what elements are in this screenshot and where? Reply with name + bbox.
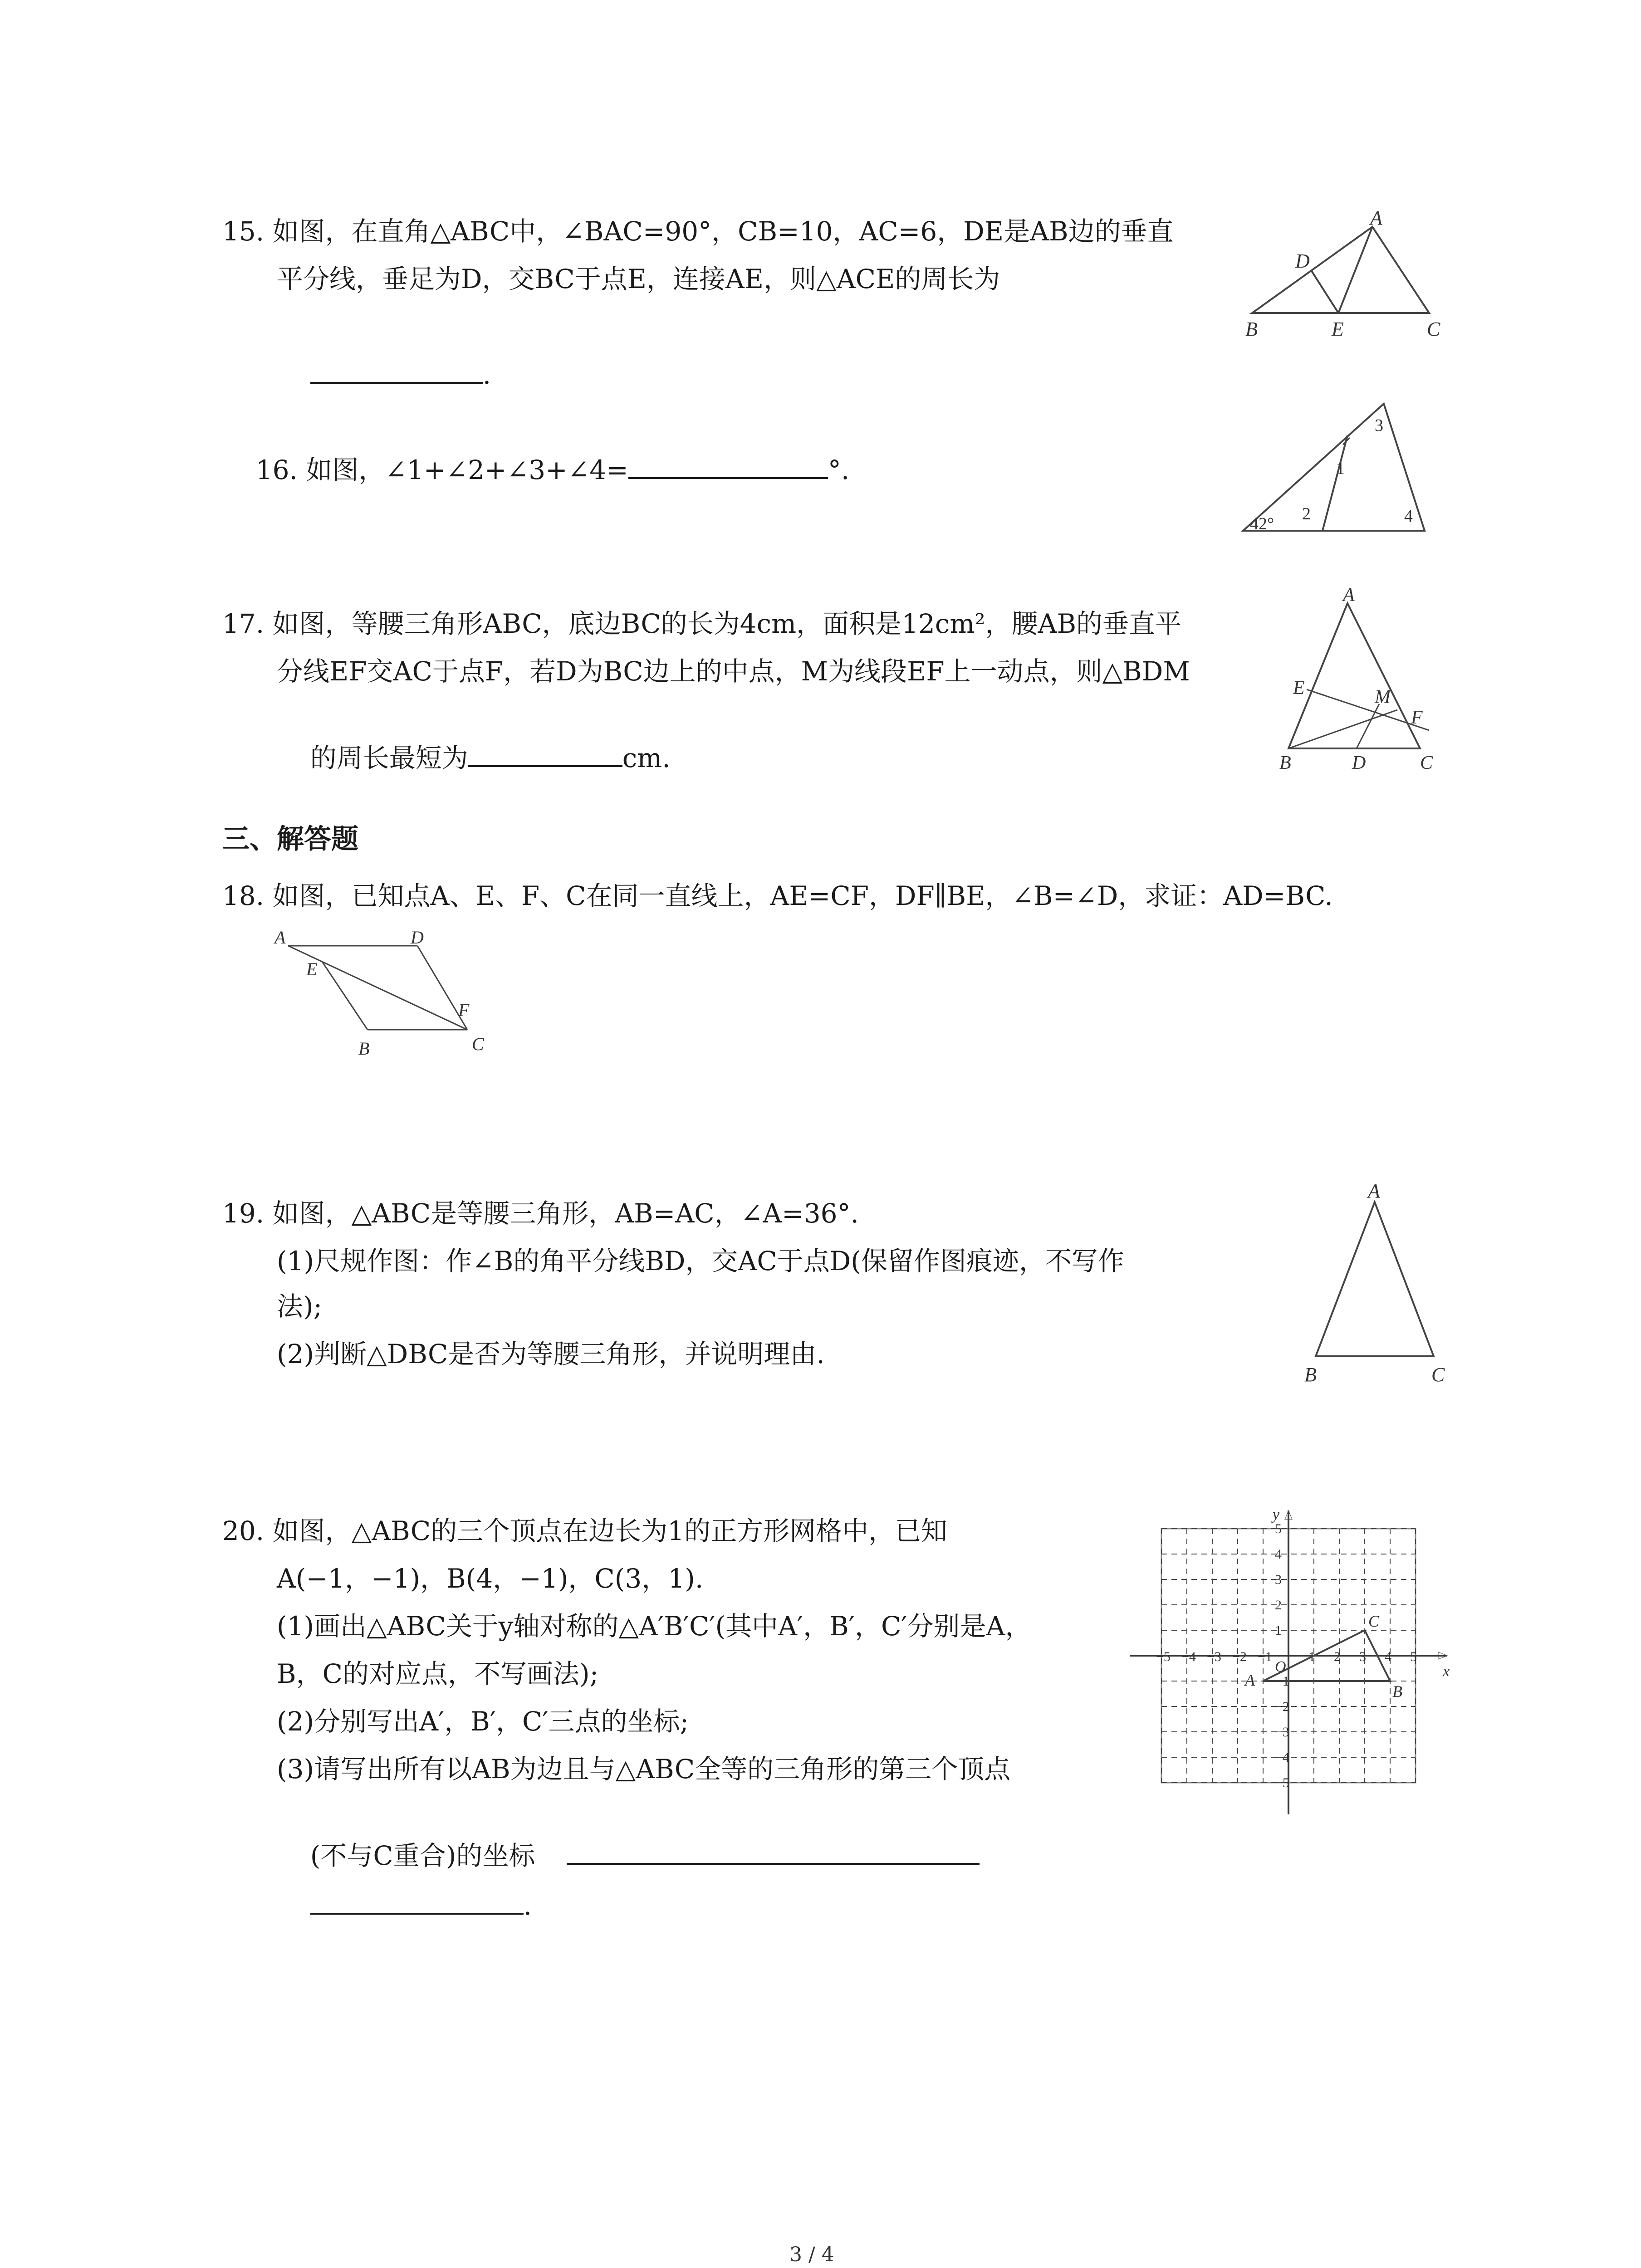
q19-line-2: (1)尺规作图：作∠B的角平分线BD，交AC于点D(保留作图痕迹，不写作	[277, 1246, 1124, 1276]
q17-label-a: A	[1343, 585, 1355, 606]
q16-angle-1: 1	[1336, 459, 1345, 478]
q20-answer-blank-1[interactable]	[567, 1835, 980, 1865]
q20-period: .	[523, 1890, 532, 1921]
q15-figure	[1234, 204, 1443, 340]
page-number: 3 / 4	[789, 2243, 834, 2266]
q20-answer-blank-2[interactable]	[310, 1885, 524, 1915]
x-tick-label: 4	[1385, 1649, 1391, 1664]
y-tick-label: 2	[1275, 1598, 1282, 1613]
q17-line-1: 17. 如图，等腰三角形ABC，底边BC的长为4cm，面积是12cm²，腰AB的垂直平	[222, 608, 1182, 639]
q15-period: .	[482, 359, 491, 390]
q16-line	[222, 413, 849, 524]
q18-figure	[272, 925, 508, 1066]
q17-line-2: 分线EF交AC于点F，若D为BC边上的中点，M为线段EF上一动点，则△BDM	[277, 656, 1190, 687]
q20-label-b: B	[1392, 1682, 1402, 1701]
x-tick-label: 2	[1334, 1649, 1341, 1664]
q16-figure	[1234, 399, 1443, 540]
y-tick-label: 4	[1275, 1547, 1282, 1562]
q20-line-1: 20. 如图，△ABC的三个顶点在边长为1的正方形网格中，已知	[222, 1515, 948, 1546]
q19-line-4: (2)判断△DBC是否为等腰三角形，并说明理由.	[277, 1339, 825, 1369]
q16-angle-4: 4	[1404, 507, 1413, 526]
q19-label-c: C	[1431, 1364, 1445, 1386]
origin-label: O	[1275, 1658, 1286, 1675]
y-tick-label: −1	[1275, 1674, 1289, 1689]
x-tick-label: −1	[1258, 1649, 1272, 1664]
q16-angle-2: 2	[1302, 504, 1311, 523]
x-tick-label: −3	[1207, 1649, 1221, 1664]
x-tick-label: 3	[1359, 1649, 1366, 1664]
q18-label-c: C	[472, 1034, 484, 1054]
q16-angle-3: 3	[1375, 416, 1383, 435]
q19-line-3: 法);	[277, 1291, 323, 1322]
q18-label-f: F	[458, 1000, 470, 1020]
x-tick-label: −2	[1232, 1649, 1247, 1664]
q18-label-b: B	[358, 1038, 370, 1059]
q20-label-a: A	[1245, 1671, 1255, 1689]
q19-label-a: A	[1368, 1180, 1380, 1202]
q15-line-2: 平分线，垂足为D，交BC于点E，连接AE，则△ACE的周长为	[277, 264, 1000, 294]
q18-label-a: A	[274, 927, 286, 948]
q17-label-b: B	[1279, 753, 1291, 773]
y-tick-label: 5	[1275, 1521, 1282, 1536]
section-3-heading: 三、解答题	[222, 823, 358, 855]
q17-label-c: C	[1420, 753, 1433, 773]
q16-text: 16. 如图，∠1+∠2+∠3+∠4=	[255, 455, 628, 485]
y-axis-label: y	[1273, 1506, 1280, 1523]
q19-line-1: 19. 如图，△ABC是等腰三角形，AB=AC，∠A=36°.	[222, 1198, 859, 1229]
q18-line: 18. 如图，已知点A、E、F、C在同一直线上，AE=CF，DF∥BE，∠B=∠D，求证：AD=BC.	[222, 880, 1333, 911]
q20-coordinate-grid	[1125, 1501, 1452, 1828]
q17-label-f: F	[1411, 707, 1423, 728]
q20-text-7: (不与C重合)的坐标	[310, 1840, 535, 1871]
x-tick-label: −4	[1181, 1649, 1196, 1664]
q17-label-m: M	[1375, 687, 1391, 708]
q16-answer-blank[interactable]	[628, 449, 828, 479]
y-tick-label: −5	[1275, 1775, 1289, 1790]
q16-degree: °.	[828, 455, 850, 485]
q15-label-b: B	[1245, 318, 1258, 340]
q20-line-6: (3)请写出所有以AB为边且与△ABC全等的三角形的第三个顶点	[277, 1754, 1011, 1784]
q20-line-4: B，C的对应点，不写画法);	[277, 1658, 599, 1689]
y-tick-label: −3	[1275, 1725, 1289, 1740]
q20-label-c: C	[1368, 1612, 1380, 1630]
y-tick-label: −4	[1275, 1750, 1289, 1765]
q15-label-c: C	[1427, 318, 1440, 340]
q20-line-5: (2)分别写出A′，B′，C′三点的坐标;	[277, 1706, 689, 1737]
y-tick-label: −2	[1275, 1699, 1289, 1714]
q20-answer-line-2	[277, 1848, 532, 1960]
x-tick-label: 5	[1410, 1649, 1417, 1664]
q15-label-a: A	[1370, 207, 1382, 229]
q19-figure	[1302, 1175, 1456, 1388]
q17-line-3	[277, 701, 671, 812]
y-tick-label: 1	[1275, 1623, 1282, 1638]
x-axis-label: x	[1443, 1663, 1450, 1680]
q19-label-b: B	[1304, 1364, 1317, 1386]
q15-line-1: 15. 如图，在直角△ABC中，∠BAC=90°，CB=10，AC=6，DE是AB边的垂直	[222, 216, 1174, 247]
q17-label-e: E	[1293, 678, 1305, 699]
q20-line-2: A(−1，−1)，B(4，−1)，C(3，1).	[277, 1563, 704, 1594]
q17-unit: cm.	[622, 743, 671, 773]
q17-label-d: D	[1352, 753, 1366, 773]
q17-text-3: 的周长最短为	[310, 743, 468, 773]
q15-answer-blank[interactable]	[310, 354, 483, 384]
q15-label-e: E	[1332, 318, 1344, 340]
q16-angle-42: 42°	[1250, 514, 1274, 533]
q17-answer-blank[interactable]	[468, 737, 622, 767]
q17-figure	[1275, 585, 1447, 776]
q15-label-d: D	[1295, 250, 1310, 272]
x-tick-label: 1	[1308, 1649, 1315, 1664]
q18-label-d: D	[411, 927, 424, 948]
q18-label-e: E	[306, 959, 318, 979]
y-tick-label: 3	[1275, 1572, 1282, 1587]
x-tick-label: −5	[1156, 1649, 1171, 1664]
q20-line-3: (1)画出△ABC关于y轴对称的△A′B′C′(其中A′，B′，C′分别是A，	[277, 1611, 1032, 1642]
